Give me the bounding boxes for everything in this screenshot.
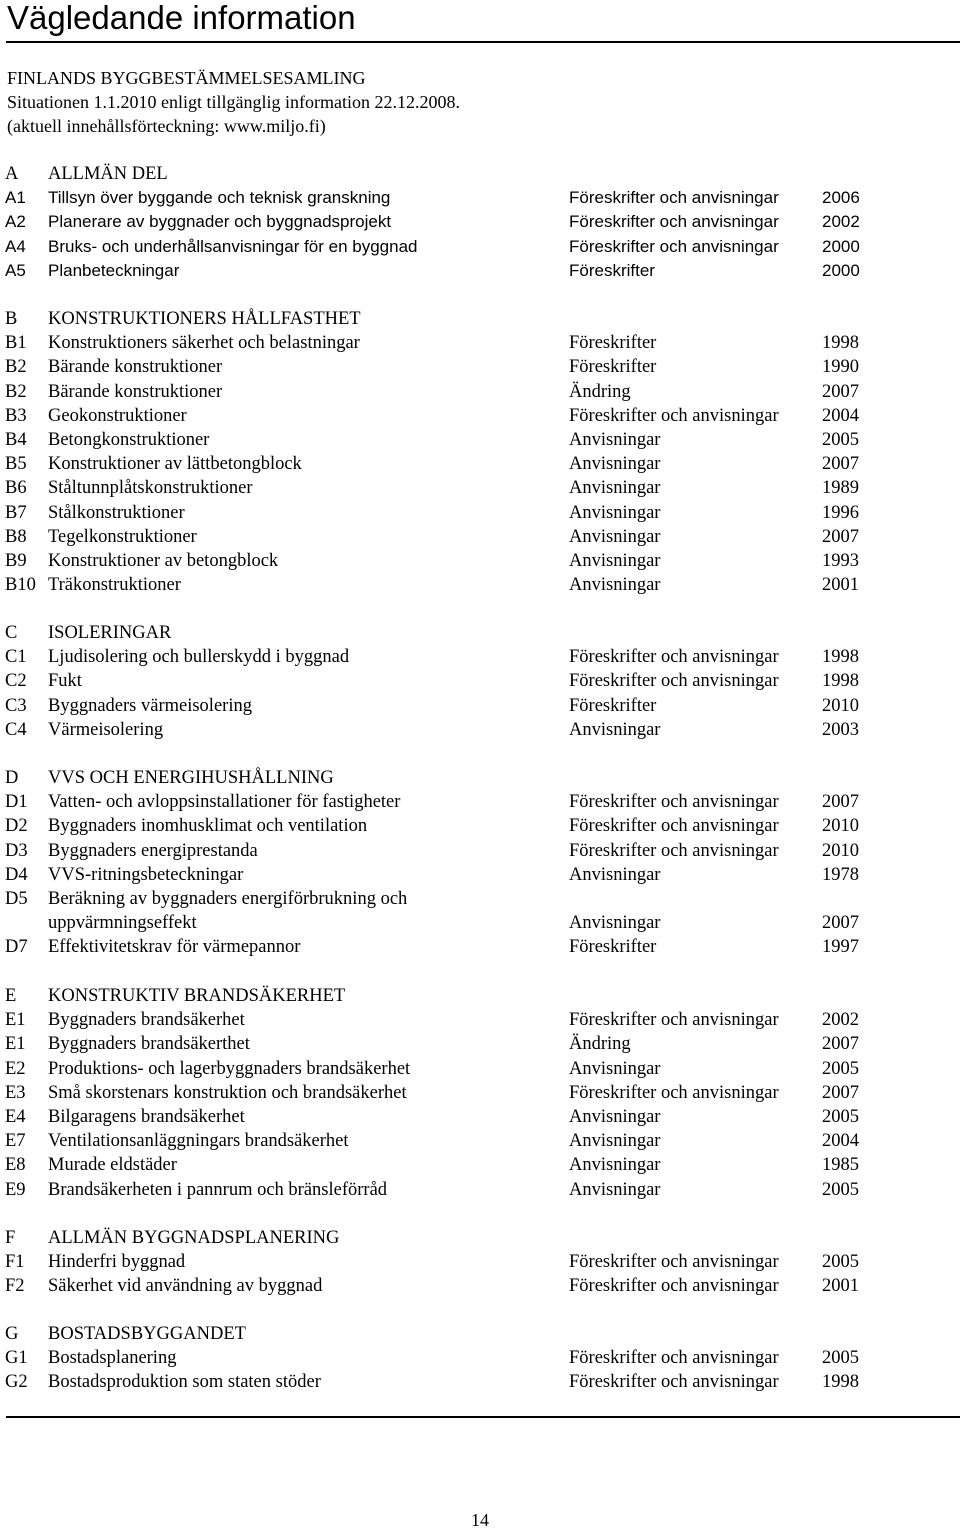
- regulation-type: Föreskrifter och anvisningar: [569, 1252, 779, 1273]
- regulation-row: [0, 790, 960, 814]
- regulation-year: 2005: [822, 1058, 859, 1079]
- section-code: A: [5, 164, 19, 184]
- regulation-row: [0, 573, 960, 597]
- regulation-row: [0, 476, 960, 500]
- regulation-type: Anvisningar: [569, 864, 661, 885]
- page-number: 14: [471, 1510, 489, 1530]
- regulation-title: Bostadsplanering: [48, 1348, 177, 1369]
- regulation-title: Konstruktioner av lättbetongblock: [48, 454, 302, 475]
- regulation-code: B1: [5, 333, 27, 354]
- regulation-year: 2000: [822, 260, 860, 280]
- regulation-code: C1: [5, 647, 27, 668]
- regulation-year: 2005: [822, 1348, 859, 1369]
- regulation-row: [0, 210, 960, 234]
- regulation-type: Föreskrifter och anvisningar: [569, 212, 779, 232]
- regulation-year: 2007: [822, 454, 859, 475]
- regulation-row: [0, 186, 960, 210]
- regulation-type: Anvisningar: [569, 551, 661, 571]
- section-title: ISOLERINGAR: [48, 623, 172, 643]
- section-title: BOSTADSBYGGANDET: [48, 1324, 246, 1344]
- regulation-title: Planerare av byggnader och byggnadsprojekt: [48, 212, 392, 232]
- regulation-type: Föreskrifter och anvisningar: [569, 792, 779, 813]
- regulation-code: E7: [5, 1131, 26, 1152]
- regulation-code: E4: [5, 1107, 26, 1127]
- regulation-type: Föreskrifter: [569, 333, 657, 354]
- regulation-row: [0, 404, 960, 428]
- regulation-type: Anvisningar: [569, 502, 661, 523]
- regulation-row: [0, 911, 960, 935]
- regulation-year: 2005: [822, 1252, 859, 1273]
- section-title: ALLMÄN DEL: [48, 164, 168, 184]
- collection-name: FINLANDS BYGGBESTÄMMELSESAMLING: [7, 68, 366, 88]
- section-code: C: [5, 623, 18, 643]
- regulation-year: 2007: [822, 1034, 859, 1055]
- regulation-title: Ventilationsanläggningars brandsäkerhet: [48, 1131, 349, 1152]
- section-heading: [0, 621, 960, 645]
- regulation-year: 1997: [822, 937, 859, 958]
- regulation-type: Föreskrifter och anvisningar: [569, 840, 779, 861]
- regulation-code: G2: [5, 1372, 28, 1393]
- regulation-type: Anvisningar: [569, 526, 661, 547]
- regulation-row: [0, 549, 960, 573]
- regulation-year: 2005: [822, 430, 859, 450]
- regulation-year: 2005: [822, 1179, 859, 1200]
- regulation-row: [0, 1274, 960, 1298]
- regulation-code: A1: [5, 188, 26, 208]
- regulation-code: E3: [5, 1082, 26, 1103]
- regulation-code: B7: [5, 502, 27, 523]
- regulation-year: 1998: [822, 1372, 859, 1393]
- toc-reference: (aktuell innehållsförteckning: www.miljo.fi): [7, 116, 326, 136]
- regulation-type: Anvisningar: [569, 454, 661, 475]
- regulation-type: Anvisningar: [569, 575, 661, 596]
- regulation-title: Stålkonstruktioner: [48, 502, 185, 523]
- regulation-title: Produktions- och lagerbyggnaders brandsäkerhet: [48, 1058, 411, 1079]
- regulation-code: C3: [5, 695, 27, 716]
- regulation-title: VVS-ritningsbeteckningar: [48, 864, 244, 885]
- regulation-row: [0, 1057, 960, 1081]
- regulation-code: E2: [5, 1058, 26, 1079]
- regulation-type: Föreskrifter och anvisningar: [569, 816, 779, 837]
- status-line: Situationen 1.1.2010 enligt tillgänglig information 22.12.2008.: [7, 92, 460, 112]
- regulation-type: Anvisningar: [569, 719, 661, 740]
- regulation-title: Byggnaders energiprestanda: [48, 840, 258, 861]
- regulation-type: Föreskrifter och anvisningar: [569, 188, 779, 208]
- regulation-title: Murade eldstäder: [48, 1155, 177, 1176]
- regulation-type: Föreskrifter och anvisningar: [569, 671, 779, 692]
- regulation-row: [0, 935, 960, 959]
- regulation-year: 2007: [822, 1082, 859, 1103]
- regulation-year: 2003: [822, 719, 859, 740]
- regulation-code: B2: [5, 357, 27, 378]
- regulation-type: Föreskrifter och anvisningar: [569, 1348, 779, 1369]
- regulation-type: Anvisningar: [569, 913, 661, 934]
- regulation-row: [0, 1178, 960, 1202]
- regulation-type: Anvisningar: [569, 478, 661, 499]
- section-code: G: [5, 1324, 19, 1344]
- regulation-title: Bruks- och underhållsanvisningar för en byggnad: [48, 236, 418, 256]
- regulation-title: Bilgaragens brandsäkerhet: [48, 1107, 245, 1127]
- regulation-year: 2002: [822, 1010, 859, 1031]
- regulation-type: Föreskrifter och anvisningar: [569, 405, 779, 426]
- regulation-title: Konstruktioners säkerhet och belastningar: [48, 333, 360, 354]
- regulation-row: [0, 452, 960, 476]
- regulation-type: Föreskrifter och anvisningar: [569, 1082, 779, 1103]
- regulation-row: [0, 428, 960, 452]
- regulation-year: 2002: [822, 212, 860, 232]
- regulation-title: Brandsäkerheten i pannrum och bränsleförråd: [48, 1179, 388, 1200]
- regulation-code: D1: [5, 792, 28, 813]
- regulation-year: 2006: [822, 188, 860, 208]
- section-title: KONSTRUKTIONERS HÅLLFASTHET: [48, 309, 361, 329]
- regulation-row: [0, 1081, 960, 1105]
- regulation-title: Byggnaders brandsäkerthet: [48, 1034, 250, 1055]
- regulation-title: Byggnaders inomhusklimat och ventilation: [48, 816, 368, 837]
- section-code: B: [5, 309, 18, 329]
- regulation-row: [0, 355, 960, 379]
- regulation-title: Geokonstruktioner: [48, 405, 187, 426]
- regulation-type: Anvisningar: [569, 1107, 661, 1127]
- regulation-year: 1978: [822, 864, 859, 885]
- regulation-title: Hinderfri byggnad: [48, 1252, 186, 1273]
- regulation-code: D3: [5, 840, 28, 861]
- regulation-year: 2007: [822, 381, 859, 402]
- regulation-title: Fukt: [48, 671, 82, 692]
- regulation-row: [0, 1250, 960, 1274]
- regulation-year: 2000: [822, 236, 860, 256]
- regulation-code: C4: [5, 719, 27, 740]
- regulation-type: Föreskrifter och anvisningar: [569, 236, 779, 256]
- regulation-title: Ståltunnplåtskonstruktioner: [48, 478, 253, 499]
- regulation-year: 2007: [822, 913, 859, 934]
- regulation-code: D2: [5, 816, 28, 837]
- section-heading: [0, 307, 960, 331]
- regulation-title: Vatten- och avloppsinstallationer för fastigheter: [48, 792, 401, 813]
- regulation-type: Anvisningar: [569, 1131, 661, 1152]
- regulation-title: Tegelkonstruktioner: [48, 526, 197, 547]
- regulation-title: Bärande konstruktioner: [48, 357, 223, 378]
- regulation-type: Föreskrifter: [569, 260, 655, 280]
- regulation-title: Effektivitetskrav för värmepannor: [48, 937, 301, 958]
- section-title: ALLMÄN BYGGNADSPLANERING: [48, 1228, 340, 1248]
- regulation-type: Föreskrifter: [569, 357, 657, 378]
- regulation-title: Tillsyn över byggande och teknisk granskning: [48, 188, 391, 208]
- regulation-code: B4: [5, 430, 27, 450]
- regulation-type: Anvisningar: [569, 1155, 661, 1176]
- regulation-row: [0, 887, 960, 911]
- regulation-year: 2001: [822, 1276, 859, 1297]
- regulation-type: Anvisningar: [569, 430, 661, 450]
- regulation-year: 2010: [822, 816, 859, 837]
- regulation-row: [0, 694, 960, 718]
- regulation-title: Små skorstenars konstruktion och brandsäkerhet: [48, 1082, 407, 1103]
- regulation-row: [0, 1008, 960, 1032]
- regulation-code: B2: [5, 381, 27, 402]
- section-title: KONSTRUKTIV BRANDSÄKERHET: [48, 986, 346, 1006]
- regulation-type: Föreskrifter och anvisningar: [569, 647, 779, 668]
- regulation-type: Föreskrifter och anvisningar: [569, 1276, 779, 1297]
- section-heading: [0, 162, 960, 186]
- regulation-title: Bostadsproduktion som staten stöder: [48, 1372, 321, 1393]
- regulation-title: Ljudisolering och bullerskydd i byggnad: [48, 647, 350, 668]
- regulation-type: Anvisningar: [569, 1179, 661, 1200]
- regulation-title: Planbeteckningar: [48, 260, 180, 280]
- regulation-code: D4: [5, 864, 28, 885]
- section-code: F: [5, 1228, 16, 1248]
- regulation-title: Byggnaders brandsäkerhet: [48, 1010, 245, 1031]
- regulation-year: 1990: [822, 357, 859, 378]
- regulation-code: B6: [5, 478, 27, 499]
- regulation-year: 1998: [822, 647, 859, 668]
- page-title: Vägledande information: [7, 0, 356, 36]
- regulation-year: 1998: [822, 333, 859, 354]
- regulation-row: [0, 814, 960, 838]
- section-heading: [0, 984, 960, 1008]
- regulation-type: Föreskrifter: [569, 937, 657, 958]
- regulation-type: Föreskrifter och anvisningar: [569, 1372, 779, 1393]
- regulation-code: E8: [5, 1155, 26, 1176]
- regulation-year: 2001: [822, 575, 859, 596]
- regulation-row: [0, 1032, 960, 1056]
- regulation-type: Ändring: [569, 381, 631, 402]
- regulation-code: B3: [5, 405, 27, 426]
- regulation-title: Värmeisolering: [48, 719, 164, 740]
- regulation-code: F1: [5, 1252, 25, 1273]
- regulation-code: C2: [5, 671, 27, 692]
- regulation-year: 1993: [822, 551, 859, 571]
- section-code: E: [5, 986, 17, 1006]
- regulation-title: Beräkning av byggnaders energiförbrukning och: [48, 889, 408, 909]
- regulation-year: 2010: [822, 840, 859, 861]
- regulation-title: uppvärmningseffekt: [48, 913, 197, 934]
- section-code: D: [5, 768, 19, 788]
- regulation-title: Säkerhet vid användning av byggnad: [48, 1276, 323, 1297]
- regulation-title: Konstruktioner av betongblock: [48, 551, 279, 571]
- regulation-row: [0, 863, 960, 887]
- regulation-row: [0, 669, 960, 693]
- regulation-type: Ändring: [569, 1034, 631, 1055]
- regulation-year: 2004: [822, 405, 859, 426]
- regulation-code: F2: [5, 1276, 25, 1297]
- regulation-row: [0, 645, 960, 669]
- regulation-code: A2: [5, 212, 26, 232]
- bottom-divider: [6, 1416, 960, 1418]
- title-divider: [6, 41, 960, 43]
- section-heading: [0, 1322, 960, 1346]
- regulation-year: 1996: [822, 502, 859, 523]
- regulation-code: D5: [5, 889, 28, 909]
- regulation-year: 2004: [822, 1131, 859, 1152]
- regulation-row: [0, 1346, 960, 1370]
- regulation-row: [0, 235, 960, 259]
- section-heading: [0, 766, 960, 790]
- regulation-code: B10: [5, 575, 36, 596]
- section-heading: [0, 1226, 960, 1250]
- regulation-title: Betongkonstruktioner: [48, 430, 210, 450]
- regulation-title: Byggnaders värmeisolering: [48, 695, 252, 716]
- regulation-title: Träkonstruktioner: [48, 575, 181, 596]
- regulation-row: [0, 839, 960, 863]
- regulation-code: E1: [5, 1034, 26, 1055]
- regulation-code: D7: [5, 937, 28, 958]
- regulation-year: 2007: [822, 792, 859, 813]
- regulation-row: [0, 331, 960, 355]
- regulation-year: 2005: [822, 1107, 859, 1127]
- regulation-row: [0, 380, 960, 404]
- regulation-code: E1: [5, 1010, 26, 1031]
- regulation-row: [0, 1105, 960, 1129]
- regulation-code: B8: [5, 526, 27, 547]
- regulation-year: 1989: [822, 478, 859, 499]
- regulation-title: Bärande konstruktioner: [48, 381, 223, 402]
- regulation-year: 2007: [822, 526, 859, 547]
- section-title: VVS OCH ENERGIHUSHÅLLNING: [48, 768, 334, 788]
- regulation-code: B9: [5, 551, 27, 571]
- regulation-row: [0, 501, 960, 525]
- regulation-row: [0, 1153, 960, 1177]
- regulation-code: G1: [5, 1348, 28, 1369]
- regulation-row: [0, 259, 960, 283]
- regulation-type: Föreskrifter och anvisningar: [569, 1010, 779, 1031]
- regulation-type: Föreskrifter: [569, 695, 657, 716]
- regulation-type: Anvisningar: [569, 1058, 661, 1079]
- regulation-row: [0, 718, 960, 742]
- regulation-code: A4: [5, 236, 26, 256]
- regulation-year: 2010: [822, 695, 859, 716]
- regulation-code: B5: [5, 454, 27, 475]
- regulation-row: [0, 1129, 960, 1153]
- regulation-row: [0, 1370, 960, 1394]
- regulation-code: A5: [5, 260, 26, 280]
- regulation-row: [0, 525, 960, 549]
- regulation-year: 1998: [822, 671, 859, 692]
- regulation-code: E9: [5, 1179, 26, 1200]
- regulation-year: 1985: [822, 1155, 859, 1176]
